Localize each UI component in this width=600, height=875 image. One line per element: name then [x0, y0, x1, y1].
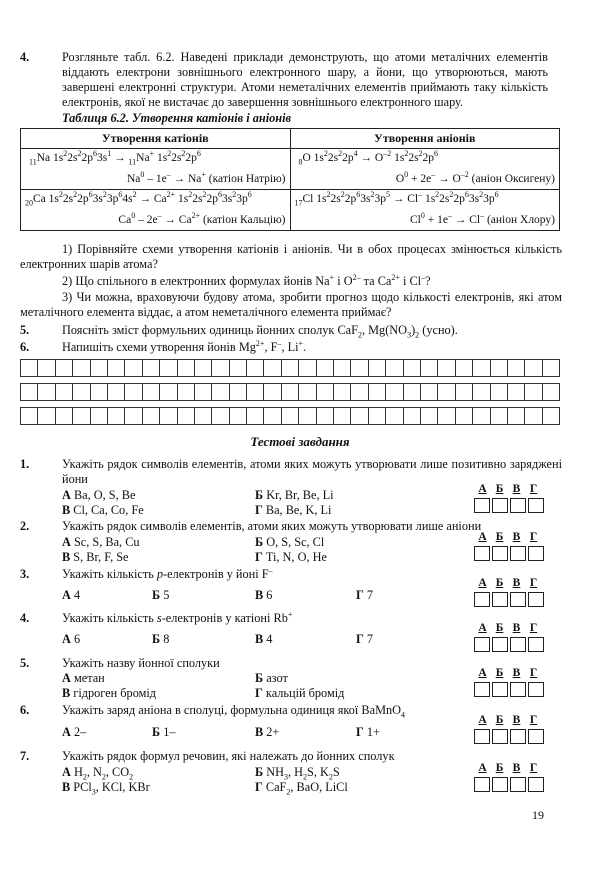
question-6-text: Напишіть схеми утворення йонів $Mg^{2+}$, F–, Li+.: [62, 338, 307, 354]
grid-cell[interactable]: [246, 359, 263, 377]
grid-cell[interactable]: [142, 383, 159, 401]
question-number: 6.: [20, 340, 30, 354]
grid-cell[interactable]: [55, 359, 72, 377]
grid-cell[interactable]: [437, 407, 454, 425]
cell-cl: $_{17}$Cl $1s^22s^22p^63s^23p^5 \to Cl^-$ $1s^22s^22p^63s^23p^6$ $Cl^0 + 1e^- \to Cl^-$ (аніон Хлору): [290, 190, 560, 231]
cl-note: (аніон Хлору): [486, 214, 555, 226]
test-7-option-b: Б $NH_3$, $H_2S$, $K_2S$: [255, 765, 340, 782]
answer-checkbox[interactable]: [474, 498, 490, 513]
grid-cell[interactable]: [194, 407, 211, 425]
answer-box-5[interactable]: [474, 666, 544, 697]
grid-cell[interactable]: [298, 407, 315, 425]
answer-checkbox[interactable]: [528, 498, 544, 513]
test-7-text: Укажіть рядок формул речовин, які належать до йонних сполук: [62, 749, 395, 763]
test-number: 3.: [20, 567, 30, 581]
grid-cell[interactable]: [124, 359, 141, 377]
grid-cell[interactable]: [107, 407, 124, 425]
answer-letter: В: [512, 531, 521, 543]
answer-letter: Б: [495, 483, 504, 495]
grid-cell[interactable]: [420, 407, 437, 425]
answer-letter: А: [478, 762, 487, 774]
answer-checkbox[interactable]: [510, 682, 526, 697]
answer-letter: Б: [495, 622, 504, 634]
section-title: Тестові завдання: [250, 434, 350, 449]
answer-letter: А: [478, 667, 487, 679]
answer-letter: Г: [529, 577, 538, 589]
test-4-option-b: Б 8: [152, 632, 170, 646]
grid-cell[interactable]: [350, 359, 367, 377]
grid-cell[interactable]: [455, 383, 472, 401]
grid-cell[interactable]: [472, 383, 489, 401]
grid-cell[interactable]: [385, 359, 402, 377]
answer-checkbox[interactable]: [528, 546, 544, 561]
test-7-option-a: А $H_2$, $N_2$, $CO_2$: [62, 765, 134, 782]
grid-cell[interactable]: [37, 383, 54, 401]
test-6-option-b: Б 1–: [152, 725, 176, 739]
grid-cell[interactable]: [20, 407, 37, 425]
answer-letter: Б: [495, 667, 504, 679]
grid-cell[interactable]: [333, 407, 350, 425]
grid-cell[interactable]: [542, 383, 560, 401]
grid-cell[interactable]: [263, 359, 280, 377]
grid-cell[interactable]: [403, 359, 420, 377]
answer-letter: Б: [495, 714, 504, 726]
grid-cell[interactable]: [542, 407, 560, 425]
grid-cell[interactable]: [455, 407, 472, 425]
grid-cell[interactable]: [316, 383, 333, 401]
grid-cell[interactable]: [437, 383, 454, 401]
grid-cell[interactable]: [507, 383, 524, 401]
ion-formation-table: [20, 128, 560, 231]
page-number: 19: [532, 808, 544, 822]
grid-cell[interactable]: [159, 383, 176, 401]
grid-cell[interactable]: [229, 359, 246, 377]
answer-checkbox[interactable]: [492, 682, 508, 697]
answer-letter: Б: [495, 531, 504, 543]
grid-cell[interactable]: [281, 383, 298, 401]
answer-letter: Г: [529, 667, 538, 679]
grid-cell[interactable]: [298, 359, 315, 377]
test-2-option-b: Б O, S, Sc, Cl: [255, 535, 325, 549]
grid-cell[interactable]: [20, 359, 37, 377]
grid-cell[interactable]: [281, 407, 298, 425]
grid-cell[interactable]: [229, 383, 246, 401]
test-4-option-g: Г 7: [356, 632, 374, 646]
grid-cell[interactable]: [246, 407, 263, 425]
answer-checkbox[interactable]: [474, 777, 490, 792]
grid-cell[interactable]: [368, 359, 385, 377]
grid-cell[interactable]: [437, 359, 454, 377]
answer-box-3[interactable]: [474, 576, 544, 607]
grid-cell[interactable]: [333, 359, 350, 377]
grid-cell[interactable]: [263, 383, 280, 401]
grid-cell[interactable]: [490, 359, 507, 377]
grid-cell[interactable]: [333, 383, 350, 401]
answer-letter: В: [512, 667, 521, 679]
grid-cell[interactable]: [107, 359, 124, 377]
answer-checkbox[interactable]: [528, 682, 544, 697]
grid-cell[interactable]: [211, 383, 228, 401]
answer-box-1[interactable]: [474, 482, 544, 513]
grid-cell[interactable]: [37, 359, 54, 377]
grid-cell[interactable]: [211, 359, 228, 377]
grid-cell[interactable]: [524, 383, 541, 401]
answer-checkbox[interactable]: [510, 546, 526, 561]
test-1-option-v: В Cl, Ca, Co, Fe: [62, 503, 144, 517]
grid-cell[interactable]: [490, 383, 507, 401]
answer-checkbox[interactable]: [528, 592, 544, 607]
grid-cell[interactable]: [298, 383, 315, 401]
grid-cell[interactable]: [385, 407, 402, 425]
test-7-option-v: В PCl$_3$, KCl, KBr: [62, 780, 150, 797]
grid-cell[interactable]: [403, 383, 420, 401]
answer-checkbox[interactable]: [492, 592, 508, 607]
answer-checkbox[interactable]: [510, 777, 526, 792]
grid-cell[interactable]: [472, 407, 489, 425]
grid-cell[interactable]: [72, 359, 89, 377]
test-1-option-g: Г Ba, Be, K, Li: [255, 503, 332, 517]
answer-letter: А: [478, 714, 487, 726]
test-number: 6.: [20, 703, 30, 717]
grid-cell[interactable]: [263, 407, 280, 425]
grid-cell[interactable]: [142, 407, 159, 425]
test-7-option-g: Г CaF$_2$, BaO, LiCl: [255, 780, 348, 797]
answer-letter: В: [512, 714, 521, 726]
answer-letter: В: [512, 622, 521, 634]
grid-cell[interactable]: [472, 359, 489, 377]
answer-letter: А: [478, 483, 487, 495]
grid-cell[interactable]: [490, 407, 507, 425]
answer-grid-row[interactable]: [20, 407, 560, 425]
test-5-option-v: В гідроген бромід: [62, 686, 157, 700]
answer-letter: А: [478, 577, 487, 589]
test-2-option-g: Г Ti, N, O, He: [255, 550, 327, 564]
test-3-option-v: В 6: [255, 588, 273, 602]
answer-checkbox[interactable]: [528, 637, 544, 652]
test-6-option-v: В 2+: [255, 725, 280, 739]
question-4-text: Розгляньте табл. 6.2. Наведені приклади демонструють, що атоми металічних елементів віддають електрони зовнішнього електронного шару, а йони, що утворюються, мають завершені електронні структури. Атоми неметалічних елементів приймають таку кількість електронів, якої не вистачає до завершення зовнішнього електронного шару.: [62, 50, 548, 109]
grid-cell[interactable]: [107, 383, 124, 401]
grid-cell[interactable]: [455, 359, 472, 377]
grid-cell[interactable]: [368, 383, 385, 401]
na-note: (катіон Натрію): [208, 173, 286, 185]
grid-cell[interactable]: [229, 407, 246, 425]
grid-cell[interactable]: [507, 359, 524, 377]
test-3-option-a: А 4: [62, 588, 81, 602]
grid-cell[interactable]: [90, 407, 107, 425]
grid-cell[interactable]: [124, 407, 141, 425]
o-note: (аніон Оксигену): [471, 173, 555, 185]
grid-cell[interactable]: [281, 359, 298, 377]
grid-cell[interactable]: [72, 407, 89, 425]
subquestion-3: 3) Чи можна, враховуючи будову атома, зробити прогноз щодо кількості електронів, які атом металічного елемента віддає, а атом неметалічного елемента приймає?: [20, 290, 562, 319]
answer-letter: Б: [495, 577, 504, 589]
test-4-option-a: А 6: [62, 632, 81, 646]
test-number: 5.: [20, 656, 30, 670]
answer-checkbox[interactable]: [528, 729, 544, 744]
grid-cell[interactable]: [403, 407, 420, 425]
test-number: 4.: [20, 611, 30, 625]
grid-cell[interactable]: [420, 359, 437, 377]
answer-letter: Б: [495, 762, 504, 774]
subquestion-2: 2) Що спільного в електронних формулах йонів Na+ і $O^{2-}$ та $Ca^{2+}$ і Cl–?: [62, 272, 431, 288]
table-caption: Таблиця 6.2. Утворення катіонів і аніонів: [62, 111, 292, 125]
answer-letter: Г: [529, 622, 538, 634]
grid-cell[interactable]: [194, 359, 211, 377]
answer-checkbox[interactable]: [510, 729, 526, 744]
grid-cell[interactable]: [20, 383, 37, 401]
test-2-text: Укажіть рядок символів елементів, атоми яких можуть утворювати лише аніони: [62, 519, 482, 533]
test-6-option-g: Г 1+: [356, 725, 380, 739]
answer-letter: А: [478, 531, 487, 543]
grid-cell[interactable]: [420, 383, 437, 401]
answer-checkbox[interactable]: [474, 682, 490, 697]
ca-note: (катіон Кальцію): [202, 214, 286, 226]
question-5-text: Поясніть зміст формульних одиниць йонних сполук CaF$_2$, $Mg(NO_3)_2$ (усно).: [62, 323, 458, 340]
grid-cell[interactable]: [385, 383, 402, 401]
test-6-text: Укажіть заряд аніона в сполуці, формульна одиниця якої BaMnO$_4$: [62, 703, 406, 720]
answer-letter: А: [478, 622, 487, 634]
answer-letter: В: [512, 483, 521, 495]
grid-cell[interactable]: [90, 383, 107, 401]
grid-cell[interactable]: [124, 383, 141, 401]
test-4-text: Укажіть кількість s-електронів у катіоні Rb+: [62, 609, 293, 625]
test-number: 1.: [20, 457, 30, 471]
cell-na: $_{11}$Na $1s^22s^22p^63s^1 \to _{11}Na^+$ $1s^22s^22p^6$ Na$^0$ – 1e– → Na+ (катіон Натрію): [21, 149, 291, 190]
question-number: 5.: [20, 323, 30, 337]
answer-checkbox[interactable]: [492, 777, 508, 792]
answer-checkbox[interactable]: [492, 729, 508, 744]
answer-checkbox[interactable]: [492, 546, 508, 561]
test-5-option-g: Г кальцій бромід: [255, 686, 345, 700]
grid-cell[interactable]: [177, 407, 194, 425]
grid-cell[interactable]: [350, 407, 367, 425]
test-4-option-v: В 4: [255, 632, 273, 646]
grid-cell[interactable]: [159, 359, 176, 377]
test-number: 7.: [20, 749, 30, 763]
grid-cell[interactable]: [55, 383, 72, 401]
answer-checkbox[interactable]: [474, 592, 490, 607]
grid-cell[interactable]: [177, 359, 194, 377]
answer-checkbox[interactable]: [510, 637, 526, 652]
grid-cell[interactable]: [524, 407, 541, 425]
answer-letter: Г: [529, 483, 538, 495]
grid-cell[interactable]: [90, 359, 107, 377]
table-header-anions: Утворення аніонів: [290, 129, 560, 149]
grid-cell[interactable]: [142, 359, 159, 377]
grid-cell[interactable]: [507, 407, 524, 425]
answer-letter: В: [512, 577, 521, 589]
answer-box-7[interactable]: [474, 761, 544, 792]
grid-cell[interactable]: [316, 407, 333, 425]
answer-checkbox[interactable]: [510, 498, 526, 513]
answer-checkbox[interactable]: [492, 637, 508, 652]
answer-letter: Г: [529, 714, 538, 726]
answer-checkbox[interactable]: [474, 546, 490, 561]
cell-o: $_8$O $1s^22s^22p^4 \to O^{-2}$ $1s^22s^22p^6$ $O^0 + 2e^- \to O^{-2}$ (аніон Оксигену): [290, 149, 560, 190]
grid-cell[interactable]: [350, 383, 367, 401]
answer-letter: В: [512, 762, 521, 774]
grid-cell[interactable]: [524, 359, 541, 377]
cell-ca: $_{20}$Ca $1s^22s^22p^63s^23p^64s^2 \to Ca^{2+}$ $1s^22s^22p^63s^23p^6$ $Ca^0 - 2e^- \to Ca^{2+}$ (катіон Кальцію): [21, 190, 291, 231]
grid-cell[interactable]: [194, 383, 211, 401]
answer-box-6[interactable]: [474, 713, 544, 744]
answer-letter: Г: [529, 531, 538, 543]
answer-checkbox[interactable]: [492, 498, 508, 513]
answer-box-2[interactable]: [474, 530, 544, 561]
grid-cell[interactable]: [211, 407, 228, 425]
answer-letter: Г: [529, 762, 538, 774]
answer-grid-row[interactable]: [20, 383, 560, 401]
subquestion-1: 1) Порівняйте схеми утворення катіонів і аніонів. Чи в обох процесах змінюється кількість електронних шарів атома?: [20, 242, 562, 271]
test-1-text: Укажіть рядок символів елементів, атоми яких можуть утворювати лише позитивно заряджені йони: [62, 457, 562, 486]
grid-cell[interactable]: [246, 383, 263, 401]
answer-checkbox[interactable]: [474, 637, 490, 652]
grid-cell[interactable]: [159, 407, 176, 425]
answer-grid-row[interactable]: [20, 359, 560, 377]
test-1-option-b: Б Kr, Br, Be, Li: [255, 488, 334, 502]
grid-cell[interactable]: [542, 359, 560, 377]
test-3-text: Укажіть кількість p-електронів у йоні F–: [62, 565, 273, 581]
test-3-option-b: Б 5: [152, 588, 170, 602]
table-header-cations: Утворення катіонів: [21, 129, 291, 149]
test-6-option-a: А 2–: [62, 725, 87, 739]
grid-cell[interactable]: [37, 407, 54, 425]
grid-cell[interactable]: [316, 359, 333, 377]
grid-cell[interactable]: [368, 407, 385, 425]
answer-checkbox[interactable]: [528, 777, 544, 792]
answer-checkbox[interactable]: [474, 729, 490, 744]
question-number: 4.: [20, 50, 30, 64]
test-5-text: Укажіть назву йонної сполуки: [62, 656, 220, 670]
test-number: 2.: [20, 519, 30, 533]
test-3-option-g: Г 7: [356, 588, 374, 602]
answer-box-4[interactable]: [474, 621, 544, 652]
test-5-option-b: Б азот: [255, 671, 288, 685]
test-2-option-a: А Sc, S, Ba, Cu: [62, 535, 140, 549]
answer-checkbox[interactable]: [510, 592, 526, 607]
test-1-option-a: А Ba, O, S, Be: [62, 488, 136, 502]
grid-cell[interactable]: [177, 383, 194, 401]
test-5-option-a: А метан: [62, 671, 105, 685]
grid-cell[interactable]: [72, 383, 89, 401]
grid-cell[interactable]: [55, 407, 72, 425]
test-2-option-v: В S, Br, F, Se: [62, 550, 129, 564]
